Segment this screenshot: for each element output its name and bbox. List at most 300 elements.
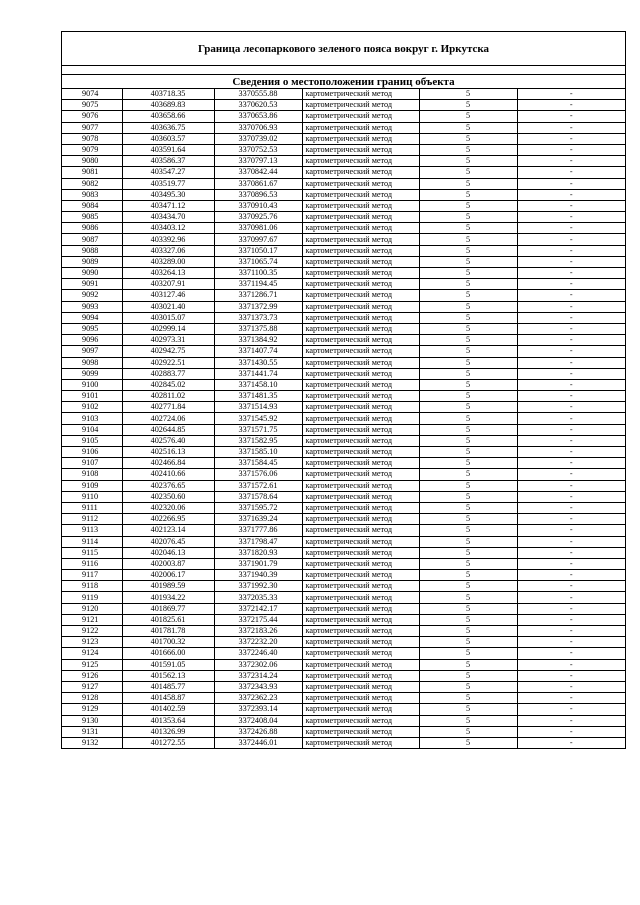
coord-y-cell: 3371458.10 [214,379,302,390]
coord-y-cell: 3370997.67 [214,234,302,245]
coord-x-cell: 401326.99 [122,726,214,737]
coord-x-cell: 402006.17 [122,570,214,581]
method-cell: картометрический метод [302,368,419,379]
method-cell: картометрический метод [302,89,419,100]
point-number-cell: 9107 [62,458,122,469]
table-row [62,704,625,715]
table-row [62,480,625,491]
method-cell: картометрический метод [302,156,419,167]
coord-x-cell: 402516.13 [122,447,214,458]
point-number-cell: 9089 [62,256,122,267]
description-cell: - [517,458,625,469]
description-cell: - [517,581,625,592]
table-row [62,469,625,480]
coord-x-cell: 401700.32 [122,637,214,648]
point-number-cell: 9091 [62,279,122,290]
coord-x-cell: 401562.13 [122,670,214,681]
method-cell: картометрический метод [302,502,419,513]
coord-x-cell: 403603.57 [122,133,214,144]
accuracy-cell: 5 [419,391,517,402]
coord-x-cell: 403289.00 [122,256,214,267]
method-cell: картометрический метод [302,726,419,737]
accuracy-cell: 5 [419,458,517,469]
description-cell: - [517,480,625,491]
method-cell: картометрический метод [302,659,419,670]
description-cell: - [517,133,625,144]
point-number-cell: 9120 [62,603,122,614]
accuracy-cell: 5 [419,626,517,637]
method-cell: картометрический метод [302,581,419,592]
coord-x-cell: 402123.14 [122,525,214,536]
coord-y-cell: 3371576.06 [214,469,302,480]
description-cell: - [517,435,625,446]
coord-x-cell: 403434.70 [122,212,214,223]
method-cell: картометрический метод [302,480,419,491]
coord-y-cell: 3372246.40 [214,648,302,659]
table-row [62,447,625,458]
point-number-cell: 9130 [62,715,122,726]
coord-x-cell: 403689.83 [122,100,214,111]
method-cell: картометрический метод [302,301,419,312]
table-row [62,346,625,357]
coord-x-cell: 401458.87 [122,693,214,704]
accuracy-cell: 5 [419,715,517,726]
description-cell: - [517,648,625,659]
coord-y-cell: 3371992.30 [214,581,302,592]
point-number-cell: 9099 [62,368,122,379]
table-row [62,89,625,100]
method-cell: картометрический метод [302,648,419,659]
point-number-cell: 9094 [62,312,122,323]
divider [62,65,625,75]
table-row [62,525,625,536]
table-row [62,536,625,547]
point-number-cell: 9118 [62,581,122,592]
point-number-cell: 9122 [62,626,122,637]
coord-y-cell: 3370910.43 [214,200,302,211]
table-row [62,323,625,334]
description-cell: - [517,144,625,155]
description-cell: - [517,301,625,312]
table-row [62,212,625,223]
accuracy-cell: 5 [419,379,517,390]
coord-x-cell: 403471.12 [122,200,214,211]
point-number-cell: 9103 [62,413,122,424]
table-row [62,200,625,211]
table-row [62,144,625,155]
coord-x-cell: 401666.00 [122,648,214,659]
coord-x-cell: 403718.35 [122,89,214,100]
method-cell: картометрический метод [302,704,419,715]
coord-x-cell: 403547.27 [122,167,214,178]
description-cell: - [517,469,625,480]
table-row [62,592,625,603]
method-cell: картометрический метод [302,323,419,334]
accuracy-cell: 5 [419,737,517,748]
method-cell: картометрический метод [302,424,419,435]
point-number-cell: 9113 [62,525,122,536]
coord-x-cell: 402350.60 [122,491,214,502]
coord-x-cell: 403021.40 [122,301,214,312]
coord-x-cell: 403392.96 [122,234,214,245]
method-cell: картометрический метод [302,200,419,211]
table-row [62,234,625,245]
method-cell: картометрический метод [302,268,419,279]
coord-y-cell: 3372314.24 [214,670,302,681]
accuracy-cell: 5 [419,268,517,279]
point-number-cell: 9121 [62,614,122,625]
table-row [62,100,625,111]
table-row [62,570,625,581]
method-cell: картометрический метод [302,570,419,581]
description-cell: - [517,212,625,223]
table-row [62,413,625,424]
accuracy-cell: 5 [419,525,517,536]
accuracy-cell: 5 [419,200,517,211]
table-row [62,279,625,290]
method-cell: картометрический метод [302,346,419,357]
accuracy-cell: 5 [419,447,517,458]
method-cell: картометрический метод [302,491,419,502]
coord-x-cell: 401272.55 [122,737,214,748]
method-cell: картометрический метод [302,245,419,256]
point-number-cell: 9105 [62,435,122,446]
coord-y-cell: 3372393.14 [214,704,302,715]
coord-y-cell: 3372362.23 [214,693,302,704]
coord-x-cell: 402320.06 [122,502,214,513]
point-number-cell: 9087 [62,234,122,245]
description-cell: - [517,100,625,111]
method-cell: картометрический метод [302,435,419,446]
coord-x-cell: 403403.12 [122,223,214,234]
coord-x-cell: 403207.91 [122,279,214,290]
coord-x-cell: 402724.06 [122,413,214,424]
accuracy-cell: 5 [419,502,517,513]
coord-y-cell: 3371572.61 [214,480,302,491]
method-cell: картометрический метод [302,212,419,223]
accuracy-cell: 5 [419,536,517,547]
coord-x-cell: 403127.46 [122,290,214,301]
point-number-cell: 9082 [62,178,122,189]
method-cell: картометрический метод [302,312,419,323]
point-number-cell: 9081 [62,167,122,178]
description-cell: - [517,391,625,402]
coord-x-cell: 403327.06 [122,245,214,256]
method-cell: картометрический метод [302,379,419,390]
accuracy-cell: 5 [419,648,517,659]
method-cell: картометрический метод [302,469,419,480]
description-cell: - [517,491,625,502]
method-cell: картометрический метод [302,547,419,558]
accuracy-cell: 5 [419,614,517,625]
description-cell: - [517,223,625,234]
description-cell: - [517,234,625,245]
coord-y-cell: 3371373.73 [214,312,302,323]
coord-y-cell: 3372302.06 [214,659,302,670]
coord-y-cell: 3371584.45 [214,458,302,469]
method-cell: картометрический метод [302,592,419,603]
section-title: Сведения о местоположении границ объекта [62,75,625,89]
description-cell: - [517,670,625,681]
coord-y-cell: 3371595.72 [214,502,302,513]
point-number-cell: 9074 [62,89,122,100]
accuracy-cell: 5 [419,245,517,256]
description-cell: - [569,737,573,747]
coord-y-cell: 3370797.13 [214,156,302,167]
method-cell: картометрический метод [302,111,419,122]
coord-y-cell: 3372142.17 [214,603,302,614]
point-number-cell: 9131 [62,726,122,737]
accuracy-cell: 5 [419,480,517,491]
table-row [62,245,625,256]
coord-x-cell: 403015.07 [122,312,214,323]
method-cell: картометрический метод [302,402,419,413]
coord-y-cell: 3371481.35 [214,391,302,402]
table-row [62,368,625,379]
coord-y-cell: 3370861.67 [214,178,302,189]
coord-x-cell: 402410.66 [122,469,214,480]
table-row [62,402,625,413]
coord-y-cell: 3370653.86 [214,111,302,122]
coord-y-cell: 3372183.26 [214,626,302,637]
point-number-cell: 9112 [62,514,122,525]
table-row [62,648,625,659]
table-row [62,737,625,748]
accuracy-cell: 5 [419,223,517,234]
accuracy-cell: 5 [419,659,517,670]
point-number-cell: 9085 [62,212,122,223]
accuracy-cell: 5 [419,323,517,334]
description-cell: - [517,681,625,692]
accuracy-cell: 5 [419,234,517,245]
accuracy-cell: 5 [419,346,517,357]
coord-y-cell: 3371384.92 [214,335,302,346]
accuracy-cell: 5 [419,279,517,290]
coord-x-cell: 401934.22 [122,592,214,603]
point-number-cell: 9129 [62,704,122,715]
point-number-cell: 9106 [62,447,122,458]
coord-y-cell: 3370896.53 [214,189,302,200]
method-cell: картометрический метод [302,715,419,726]
table-row [62,379,625,390]
accuracy-cell: 5 [419,312,517,323]
description-cell: - [517,704,625,715]
coord-x-cell: 402003.87 [122,558,214,569]
coord-x-cell: 401869.77 [122,603,214,614]
table-row [62,502,625,513]
coord-y-cell: 3372232.20 [214,637,302,648]
point-number-cell: 9117 [62,570,122,581]
document-title: Граница лесопаркового зеленого пояса вокруг г. Иркутска [197,42,490,55]
coord-x-cell: 401591.05 [122,659,214,670]
coord-y-cell: 3371798.47 [214,536,302,547]
coord-y-cell: 3370981.06 [214,223,302,234]
coord-y-cell: 3372408.04 [214,715,302,726]
coord-x-cell: 402046.13 [122,547,214,558]
table-row [62,637,625,648]
coord-y-cell: 3371777.86 [214,525,302,536]
point-number-cell: 9108 [62,469,122,480]
method-cell: картометрический метод [302,514,419,525]
method-cell: картометрический метод [302,525,419,536]
table-row [62,659,625,670]
accuracy-cell: 5 [419,368,517,379]
coord-y-cell: 3371430.55 [214,357,302,368]
coord-y-cell: 3371372.99 [214,301,302,312]
coord-y-cell: 3370620.53 [214,100,302,111]
accuracy-cell: 5 [419,726,517,737]
description-cell: - [517,312,625,323]
point-number-cell: 9119 [62,592,122,603]
table-row [62,681,625,692]
description-cell: - [517,558,625,569]
point-number-cell: 9115 [62,547,122,558]
description-cell: - [517,122,625,133]
method-cell: картометрический метод [302,626,419,637]
coord-x-cell: 403264.13 [122,268,214,279]
method-cell: картометрический метод [302,144,419,155]
description-cell: - [517,603,625,614]
accuracy-cell: 5 [419,413,517,424]
point-number-cell: 9080 [62,156,122,167]
accuracy-cell: 5 [419,290,517,301]
coord-y-cell: 3371050.17 [214,245,302,256]
accuracy-cell: 5 [419,670,517,681]
coord-x-cell: 402771.84 [122,402,214,413]
description-cell: - [517,536,625,547]
description-cell: - [517,379,625,390]
method-cell: картометрический метод [302,335,419,346]
description-cell: - [517,424,625,435]
point-number-cell: 9114 [62,536,122,547]
method-cell: картометрический метод [302,558,419,569]
description-cell: - [517,614,625,625]
method-cell: картометрический метод [302,234,419,245]
table-row [62,256,625,267]
method-cell: картометрический метод [302,357,419,368]
description-cell: - [517,402,625,413]
coord-y-cell: 3370842.44 [214,167,302,178]
table-row [62,156,625,167]
method-cell: картометрический метод [302,178,419,189]
coord-y-cell: 3371407.74 [214,346,302,357]
accuracy-cell: 5 [419,570,517,581]
point-number-cell: 9101 [62,391,122,402]
coord-y-cell: 3371441.74 [214,368,302,379]
coord-y-cell: 3371940.39 [214,570,302,581]
table-row [62,424,625,435]
coord-x-cell: 403658.66 [122,111,214,122]
table-row [62,458,625,469]
method-cell: картометрический метод [302,681,419,692]
coord-y-cell: 3372175.44 [214,614,302,625]
description-cell: - [517,346,625,357]
description-cell: - [517,357,625,368]
accuracy-cell: 5 [419,189,517,200]
method-cell: картометрический метод [302,189,419,200]
coord-y-cell: 3371286.71 [214,290,302,301]
point-number-cell: 9110 [62,491,122,502]
method-cell: картометрический метод [302,122,419,133]
coord-y-cell: 3370739.02 [214,133,302,144]
accuracy-cell: 5 [419,402,517,413]
accuracy-cell: 5 [419,424,517,435]
accuracy-cell: 5 [419,357,517,368]
accuracy-cell: 5 [419,133,517,144]
accuracy-cell: 5 [419,167,517,178]
coord-x-cell: 402576.40 [122,435,214,446]
accuracy-cell: 5 [419,178,517,189]
point-number-cell: 9128 [62,693,122,704]
coord-y-cell: 3370752.53 [214,144,302,155]
method-cell: картометрический метод [302,447,419,458]
description-cell: - [517,111,625,122]
coord-y-cell: 3372035.33 [214,592,302,603]
coord-x-cell: 402999.14 [122,323,214,334]
point-number-cell: 9125 [62,659,122,670]
point-number-cell: 9093 [62,301,122,312]
point-number-cell: 9084 [62,200,122,211]
accuracy-cell: 5 [419,144,517,155]
table-row [62,189,625,200]
accuracy-cell: 5 [419,435,517,446]
coordinates-table [62,89,625,748]
coord-y-cell: 3371901.79 [214,558,302,569]
method-cell: картометрический метод [302,637,419,648]
point-number-cell: 9098 [62,357,122,368]
coord-y-cell: 3371585.10 [214,447,302,458]
table-row [62,603,625,614]
coord-x-cell: 402466.84 [122,458,214,469]
accuracy-cell: 5 [419,704,517,715]
method-cell: картометрический метод [302,223,419,234]
coord-y-cell: 3370555.88 [214,89,302,100]
coord-y-cell: 3370706.93 [214,122,302,133]
coord-x-cell: 402266.95 [122,514,214,525]
accuracy-cell: 5 [419,469,517,480]
table-row [62,133,625,144]
table-row [62,290,625,301]
description-cell: - [517,514,625,525]
table-row [62,726,625,737]
table-row [62,167,625,178]
description-cell: - [517,89,625,100]
coord-y-cell: 3371100.35 [214,268,302,279]
coord-x-cell: 402973.31 [122,335,214,346]
method-cell: картометрический метод [302,614,419,625]
accuracy-cell: 5 [419,592,517,603]
coord-x-cell: 402811.02 [122,391,214,402]
point-number-cell: 9102 [62,402,122,413]
point-number-cell: 9124 [62,648,122,659]
description-cell: - [517,525,625,536]
coord-x-cell: 401989.59 [122,581,214,592]
table-row [62,626,625,637]
coord-y-cell: 3371820.93 [214,547,302,558]
table-row [62,514,625,525]
coord-x-cell: 403519.77 [122,178,214,189]
table-row [62,357,625,368]
accuracy-cell: 5 [419,581,517,592]
method-cell: картометрический метод [302,167,419,178]
point-number-cell: 9116 [62,558,122,569]
description-cell: - [517,323,625,334]
table-row [62,693,625,704]
point-number-cell: 9078 [62,133,122,144]
table-row [62,335,625,346]
accuracy-cell: 5 [419,256,517,267]
coord-x-cell: 402942.75 [122,346,214,357]
